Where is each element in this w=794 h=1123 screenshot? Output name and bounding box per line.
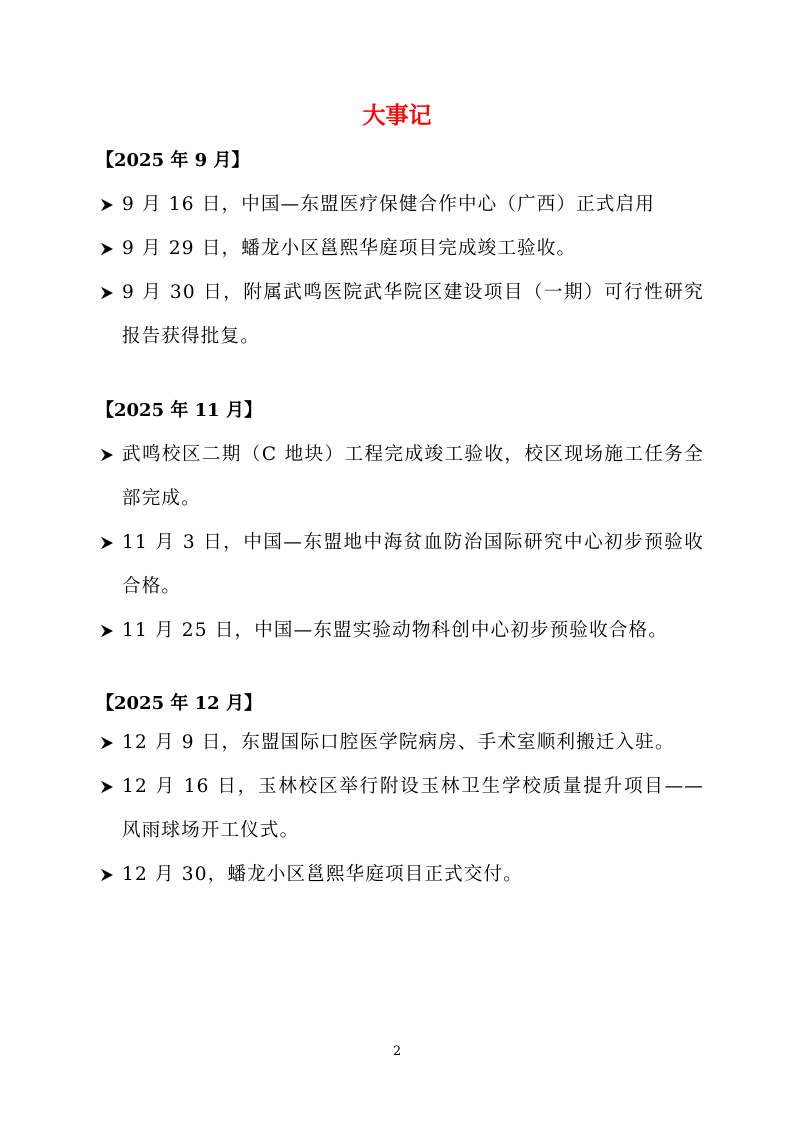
list-item-text: 11 月 25 日，中国—东盟实验动物科创中心初步预验收合格。 [122,620,668,641]
list-item-text: 11 月 3 日，中国—东盟地中海贫血防治国际研究中心初步预验收合格。 [122,532,704,597]
page-number: 2 [392,1044,402,1059]
arrowhead-bullet-icon [100,609,116,653]
arrowhead-bullet-icon [100,721,116,765]
list-item-text: 9 月 29 日，蟠龙小区邕熙华庭项目完成竣工验收。 [122,238,577,259]
list-item-text: 12 月 30，蟠龙小区邕熙华庭项目正式交付。 [122,864,523,885]
section-heading: 【2025 年 9 月】 [96,150,250,171]
list-item-text: 9 月 30 日，附属武鸣医院武华院区建设项目（一期）可行性研究报告获得批复。 [122,282,704,347]
list-item-text: 12 月 9 日，东盟国际口腔医学院病房、手术室顺利搬迁入驻。 [122,732,675,753]
list-item-text: 12 月 16 日，玉林校区举行附设玉林卫生学校质量提升项目——风雨球场开工仪式。 [122,776,704,841]
list-item [100,271,704,359]
list-item [100,227,704,271]
arrowhead-bullet-icon [100,765,116,809]
list-item [100,183,704,227]
arrowhead-bullet-icon [100,227,116,271]
list-item [100,765,704,853]
arrowhead-bullet-icon [100,183,116,227]
arrowhead-bullet-icon [100,521,116,565]
list-item-text: 武鸣校区二期（C 地块）工程完成竣工验收，校区现场施工任务全部完成。 [122,444,704,509]
list-item [100,853,704,897]
section-2025-11 [96,397,704,653]
page-title: 大事记 [362,103,432,129]
list-item [100,721,704,765]
list-item [100,521,704,609]
arrowhead-bullet-icon [100,433,116,477]
section-heading: 【2025 年 12 月】 [96,693,262,714]
list-item [100,433,704,521]
list-item-text: 9 月 16 日，中国—东盟医疗保健合作中心（广西）正式启用 [122,194,655,215]
section-heading: 【2025 年 11 月】 [96,400,262,421]
arrowhead-bullet-icon [100,853,116,897]
list-item [100,609,704,653]
section-2025-09 [96,147,704,359]
arrowhead-bullet-icon [100,271,116,315]
section-2025-12 [96,690,704,897]
